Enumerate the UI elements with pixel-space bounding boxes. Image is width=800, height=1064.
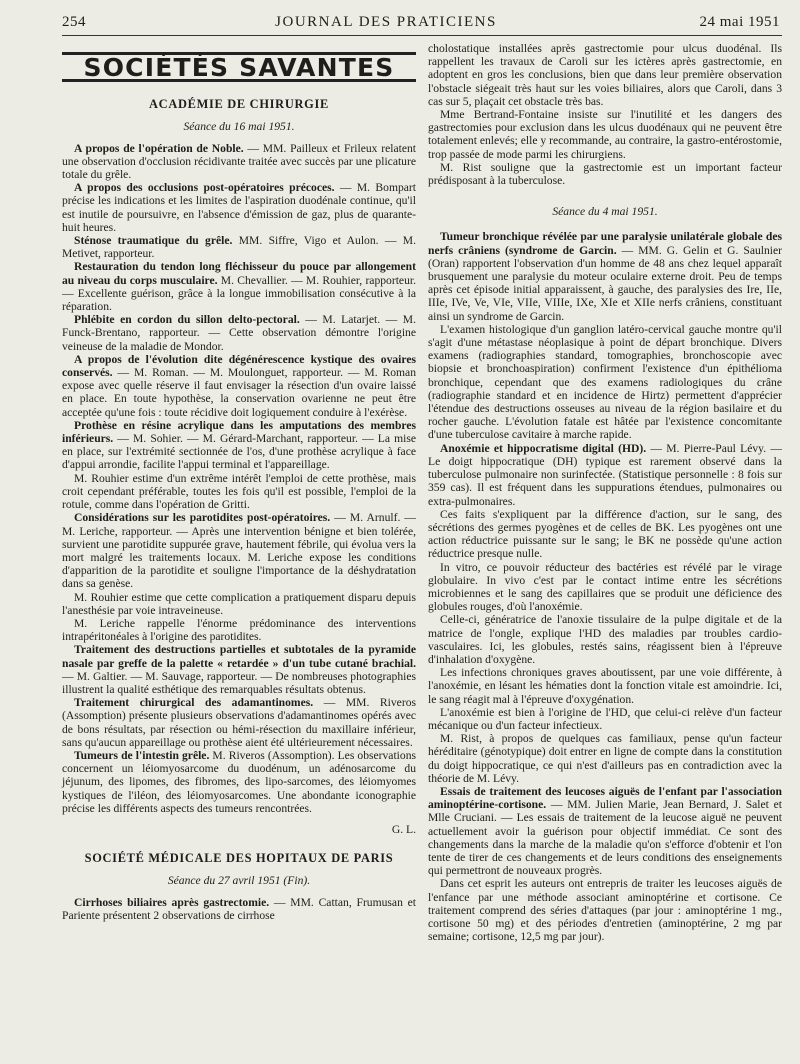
section-heading-academie: ACADÉMIE DE CHIRURGIE: [149, 97, 329, 112]
article-text: — M. Pierre-Paul Lévy. — Le doigt hippocratique (DH) typique est rarement observé dans la tuberculose pulmonaire non surinfectée. (Statistique personnelle : 8 fois sur 359 cas). Il est fréquent dans les suppurations étendues, pulmonaires ou extra-pulmonaires.: [428, 441, 782, 508]
article-paragraph: [428, 785, 782, 877]
article-title: Sténose traumatique du grêle.: [74, 234, 233, 248]
article-text: — MM. G. Gelin et G. Saulnier (Oran) rapportent l'observation d'un homme de 48 ans chez lequel apparaît brusquement une paralysie du moteur oculaire externe droit. Peu de temps après cet épisode initial apparaissent, à gauche, des paralysies des Ire, IIe, IIIe, IVe, Ve, VIe, VIIe, VIIIe, IXe, XIe et XIIe nerfs crâniens, constituant ainsi un syndrome de Garcin.: [428, 243, 783, 323]
article-text: — M. Sohier. — M. Gérard-Marchant, rapporteur. — La mise en place, sur l'extrémité sectionnée de l'os, d'une prothèse acrylique à face d'appui arrondie, facilite l'appui terminal et l'appareillage.: [62, 432, 416, 472]
article-title: Considérations sur les parotidites post-opératoires.: [74, 511, 331, 525]
article-paragraph: Celle-ci, génératrice de l'anoxie tissulaire de la pulpe digitale et de la matrice de l'ongle, explique l'HD des maladies par troubles cardio-vasculaires. Ici, les globules, restés sains, réagissent bien à l'épreuve d'inhalation d'oxygène.: [428, 613, 782, 666]
article-title: Phlébite en cordon du sillon delto-pectoral.: [74, 313, 300, 327]
article-paragraph: Dans cet esprit les auteurs ont entrepris de traiter les leucoses aiguës de l'enfance par une méthode associant aminoptérine et cortisone. Ce traitement comprend des séries d'attaques (par jour : aminoptérine 1 mg., cortisone 50 mg) et des périodes d'entretien (aminoptérine, 2 mg par semaine; cortisone, 12,5 mg par jour).: [428, 877, 782, 944]
article-text: M. Chevallier. — M. Rouhier, rapporteur. — Excellente guérison, grâce à la longue immobilisation consécutive à la réparation.: [62, 273, 416, 314]
article-paragraph: M. Rouhier estime que cette complication a pratiquement disparu depuis l'anesthésie par voie intraveineuse.: [62, 590, 416, 617]
article-paragraph: [62, 696, 416, 749]
article-paragraph: Les infections chroniques graves aboutissent, par une voie différente, à l'anoxémie, en lésant les hématies dont la fonction vitale est amoindrie. Ici, le sang réagit mal à l'épreuve d'oxygénation.: [428, 666, 782, 706]
article-title: Traitement chirurgical des adamantinomes.: [74, 696, 314, 710]
article-text: — MM. Cattan, Frumusan et Pariente présentent 2 observations de cirrhose: [62, 895, 416, 922]
article-paragraph: [62, 511, 416, 590]
article-text: — MM. Riveros (Assomption) présente plusieurs observations d'adamantinomes opérés avec de bons résultats, par résection ou hémi-résection du maxillaire inférieur, sans qu'aucun appareillage ou prothèse aient été ultérieurement nécessaires.: [62, 696, 416, 749]
article-title: Tumeurs de l'intestin grêle.: [74, 748, 210, 762]
article-paragraph: Ces faits s'expliquent par la différence d'action, sur le sang, des sécrétions des germes pyogènes et de celles de BK. Les pyogènes ont une action réductrice puissante sur le sang; le BK ne possède qu'une action réductrice presque nulle.: [428, 507, 782, 561]
article-paragraph: M. Rist, à propos de quelques cas familiaux, pense qu'un facteur héréditaire (génotypique) doit entrer en ligne de compte dans la constitution du doigt hippocratique, ce qui n'est d'ailleurs pas en contradiction avec la théorie de M. Lévy.: [428, 732, 782, 785]
page-number: 254: [62, 14, 86, 30]
article-paragraph: M. Leriche rappelle l'énorme prédominance des interventions intrapéritonéales à l'origine des parotidites.: [62, 616, 416, 644]
article-title: A propos de l'opération de Noble.: [74, 141, 244, 155]
article-title: Tumeur bronchique révélée par une paralysie unilatérale globale des nerfs crâniens (syndrome de Garcin.: [428, 230, 782, 257]
article-title: Prothèse en résine acrylique dans les amputations des membres inférieurs.: [62, 418, 416, 446]
article-paragraph: Mme Bertrand-Fontaine insiste sur l'inutilité et les dangers des gastrectomies pour exclusion dans les ulcus duodénaux qui ne peuvent être totalement enlevés; elle y recommande, au contraire, la gastro-entérostomie, trop passée de mode parmi les chirurgiens.: [428, 108, 782, 161]
right-column: [428, 42, 782, 943]
article-paragraph: [62, 749, 416, 815]
article-title: Anoxémie et hippocratisme digital (HD).: [440, 441, 647, 455]
left-column: [62, 42, 416, 943]
article-paragraph: [62, 353, 416, 419]
article-title: Restauration du tendon long fléchisseur du pouce par allongement au niveau du corps musculaire.: [62, 260, 416, 287]
text-columns: [62, 42, 782, 943]
seance-date: Séance du 27 avril 1951 (Fin).: [167, 874, 311, 888]
article-text: — M. Bompart précise les indications et les limites de l'aspiration duodénale continue, qu'il est inutile de poursuivre, en l'absence d'émission de gaz, plus de quarante-huit heures.: [62, 181, 417, 234]
article-title: Cirrhoses biliaires après gastrectomie.: [74, 895, 270, 909]
article-text: MM. Siffre, Vigo et Aulon. — M. Metivet, rapporteur.: [62, 234, 416, 261]
article-title: Traitement des destructions partielles et subtotales de la pyramide nasale par greffe de la palette « retardée » d'un tube cutané brachial.: [62, 643, 416, 670]
article-paragraph: M. Rouhier estime d'un extrême intérêt l'emploi de cette prothèse, mais croit cependant préférable, toutes les fois qu'il est possible, l'emploi de la rotule, comme dans l'opération de Gritti.: [62, 471, 416, 512]
article-paragraph: In vitro, ce pouvoir réducteur des bactéries est révélé par le virage globulaire. In vivo c'est par le contact intime entre les sécrétions microbiennes et le sang des capillaires que se produit une déficience des globules rouges, d'où l'anoxémie.: [428, 560, 782, 614]
article-paragraph: [62, 181, 416, 234]
section-banner: SOCIÉTÉS SAVANTES: [62, 52, 416, 82]
article-text: — M. Roman. — M. Moulonguet, rapporteur. — M. Roman expose avec quelle réserve il faut envisager la résection d'un ovaire laissé en place. En toute hypothèse, la conservation ovarienne ne peut être acceptée qu'une fois : toute récidive doit logiquement conduire à l'exérèse.: [62, 366, 416, 419]
article-title: A propos des occlusions post-opératoires précoces.: [74, 181, 335, 195]
article-paragraph: L'anoxémie est bien à l'origine de l'HD, que celui-ci relève d'un facteur mécanique ou d'un facteur infectieux.: [428, 705, 782, 732]
issue-date: 24 mai 1951: [699, 14, 780, 30]
article-paragraph: [62, 313, 416, 353]
article-paragraph: cholostatique installées après gastrectomie pour ulcus duodénal. Ils rappellent les travaux de Caroli sur les ictères après gastrectomie, en adoptent en gros les conclusions, bien que dans leur première observation l'obstacle siégeait très haut sur les voies biliaires, alors que Caroli, dans 3 cas sur 5, plaçait cet obstacle très bas.: [428, 42, 782, 108]
article-paragraph: [62, 234, 416, 260]
article-paragraph: [62, 142, 416, 182]
article-paragraph: [62, 643, 416, 696]
section-heading-societe: SOCIÉTÉ MÉDICALE DES HOPITAUX DE PARIS: [84, 851, 394, 866]
seance-date: Séance du 4 mai 1951.: [552, 205, 658, 219]
article-paragraph: [62, 260, 416, 313]
article-paragraph: [62, 419, 416, 472]
article-paragraph: [62, 896, 416, 922]
journal-title: JOURNAL DES PRATICIENS: [275, 14, 497, 30]
article-text: — M. Arnulf. — M. Leriche, rapporteur. — Après une intervention bénigne et bien tolérée, survient une parotidite suppurée grave, hautement fébrile, qui évolua vers la mort malgré les traitements locaux. M. Leriche expose les conditions d'apparition de la parotidite et souligne l'importance de la déshydratation dans sa genèse.: [62, 511, 416, 591]
article-text: — M. Latarjet. — M. Funck-Brentano, rapporteur. — Cette observation démontre l'origine veineuse de la maladie de Mondor.: [62, 313, 416, 353]
article-paragraph: [428, 442, 782, 508]
article-text: — M. Galtier. — M. Sauvage, rapporteur. — De nombreuses photographies illustrent la qualité esthétique des remarquables résultats obtenus.: [62, 669, 416, 696]
author-signature: G. L.: [391, 822, 416, 836]
article-paragraph: M. Rist souligne que la gastrectomie est un important facteur prédisposant à la tuberculose.: [428, 160, 782, 188]
article-text: — MM. Julien Marie, Jean Bernard, J. Salet et Mlle Cruciani. — Les essais de traitement de la leucose aiguë ne peuvent actuellement avoir la guérison pour objectif immédiat. Ce sont des changements dans la marche de la maladie qu'on s'efforce d'obtenir et l'on tente de tirer de ces changements et de leurs conditions des enseignements qui permettront de nouveaux progrès.: [428, 798, 782, 878]
article-title: A propos de l'évolution dite dégénérescence kystique des ovaires conservés.: [62, 352, 416, 380]
article-paragraph: [428, 230, 782, 322]
running-header: [62, 14, 782, 36]
seance-date: Séance du 16 mai 1951.: [183, 120, 295, 134]
article-paragraph: L'examen histologique d'un ganglion latéro-cervical gauche montre qu'il s'agit d'une métastase néoplasique à point de départ bronchique. Divers examens (radiographies standard, tomographies, bronchoscopie avec biopsie et bronchoaspiration) confirment l'existence d'un épithélioma bronchique, cependant que des examens radiologiques du crâne (radiographie standard et en incidence de Hirtz) permettent d'apprécier l'étendue des destructions osseuses au niveau de la région basilaire et du rocher gauche. L'évolution fatale est hâtée par l'existence concomitante d'une tuberculose cavitaire à marche rapide.: [428, 322, 782, 442]
article-text: — MM. Pailleux et Frileux relatent une observation d'occlusion récidivante traitée avec succès par une plicature totale du grêle.: [62, 141, 416, 182]
article-title: Essais de traitement des leucoses aiguës de l'enfant par l'association aminoptérine-cortisone.: [428, 784, 782, 812]
article-text: M. Riveros (Assomption). Les observations concernent un léiomyosarcome du duodénum, un adénosarcome du jéjunum, des lipomes, des fibromes, des lipo-sarcomes, des léiomyomes kystiques de l'iléon, des léiomyosarcomes. Une abondante iconographie précise les différents aspects des tumeurs rencontrées.: [62, 748, 417, 815]
